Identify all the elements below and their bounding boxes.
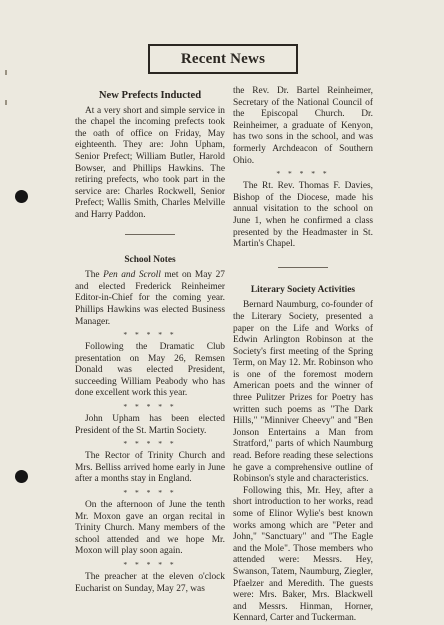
margin-mark	[5, 70, 7, 75]
school-note: The Rector of Trinity Church and Mrs. Belliss arrived home early in June after a months stay in England.	[75, 451, 225, 485]
school-note: The Pen and Scroll met on May 27 and elected Frederick Reinheimer Editor-in-Chief for the coming year. Phillips Hawkins was elected Business Manager.	[75, 270, 225, 327]
prefects-heading: New Prefects Inducted	[98, 90, 202, 101]
note-separator: * * * * *	[123, 488, 177, 498]
left-column	[75, 86, 225, 595]
school-notes-heading: School Notes	[124, 254, 176, 265]
literary-paragraph: Bernard Naumburg, co-founder of the Literary Society, presented a paper on the Life and Works of Edwin Arlington Robinson at the Society's first meeting of the Spring Term, on May 12. Mr. Robinson who is one of the foremost modern American poets and the winner of three Pulitzer Prizes for Poetry has written such poems as "The Dark Hills," "Minniver Cheevy" and "Ben Jonson Entertains a Man from Stratford," parts of which Naumburg read. Before reading these selections he gave a comprehensive outline of Robinson's style and characteristics.	[233, 300, 373, 485]
school-note: On the afternoon of June the tenth Mr. Moxon gave an organ recital in Trinity Church. Many members of the school attended and we hope Mr. Moxon will play soon again.	[75, 500, 225, 557]
masthead-title: Recent News	[180, 50, 266, 67]
continued-text: the Rev. Dr. Bartel Reinheimer, Secretary of the National Council of the Episcopal Church. Dr. Reinheimer, a graduate of Kenyon, has two sons in the school, and was formerly Archdeacon of Southern Ohio.	[233, 86, 373, 166]
note-separator: * * * * *	[123, 402, 177, 412]
prefects-body: At a very short and simple service in the chapel the incoming prefects took the oath of office on Friday, May eighteenth. They are: John Upham, Senior Prefect; William Butler, Harold Bowser, and Phillips Hawkins. The retiring prefects, who took part in the service are: Charles Rockwell, Senior Prefect; Wallis Smith, Charles Melville and Harry Paddon.	[75, 105, 225, 220]
right-column	[233, 86, 373, 625]
binder-hole	[15, 470, 28, 483]
note-separator: * * * * *	[123, 560, 177, 569]
note-separator: * * * * *	[123, 439, 177, 449]
binder-hole	[15, 190, 28, 203]
masthead-box	[148, 44, 298, 74]
publication-title: Pen and Scroll	[103, 270, 161, 281]
literary-society-heading: Literary Society Activities	[250, 284, 356, 295]
note-separator: * * * * *	[123, 330, 177, 340]
margin-mark	[5, 100, 7, 105]
school-note: Following the Dramatic Club presentation on May 26, Remsen Donald was elected President, succeeding William Peabody who has done excellent work this year.	[75, 342, 225, 399]
school-note: John Upham has been elected President of the St. Martin Society.	[75, 414, 225, 436]
section-divider	[278, 267, 328, 268]
bishop-visit-note: The Rt. Rev. Thomas F. Davies, Bishop of the Diocese, made his annual visitation to the school on June 1, when he confirmed a class presented by the Headmaster in St. Martin's Chapel.	[233, 181, 373, 250]
literary-paragraph: Following this, Mr. Hey, after a short introduction to her works, read some of Elinor Wylie's best known works among which are "Peter and John," "Sanctuary" and "The Eagle and the Mole". Those members who attended were: Messrs. Hey, Swanson, Tatem, Naumburg, Ziegler, Pfaelzer and Meredith. The guests were: Mrs. Baker, Mrs. Blackwell and Messrs. Hinman, Horner, Kennard, Carter and Tuckerman.	[233, 485, 374, 624]
note-separator: * * * * *	[276, 169, 330, 179]
section-divider	[125, 234, 175, 235]
school-note: The preacher at the eleven o'clock Eucharist on Sunday, May 27, was	[75, 572, 225, 594]
